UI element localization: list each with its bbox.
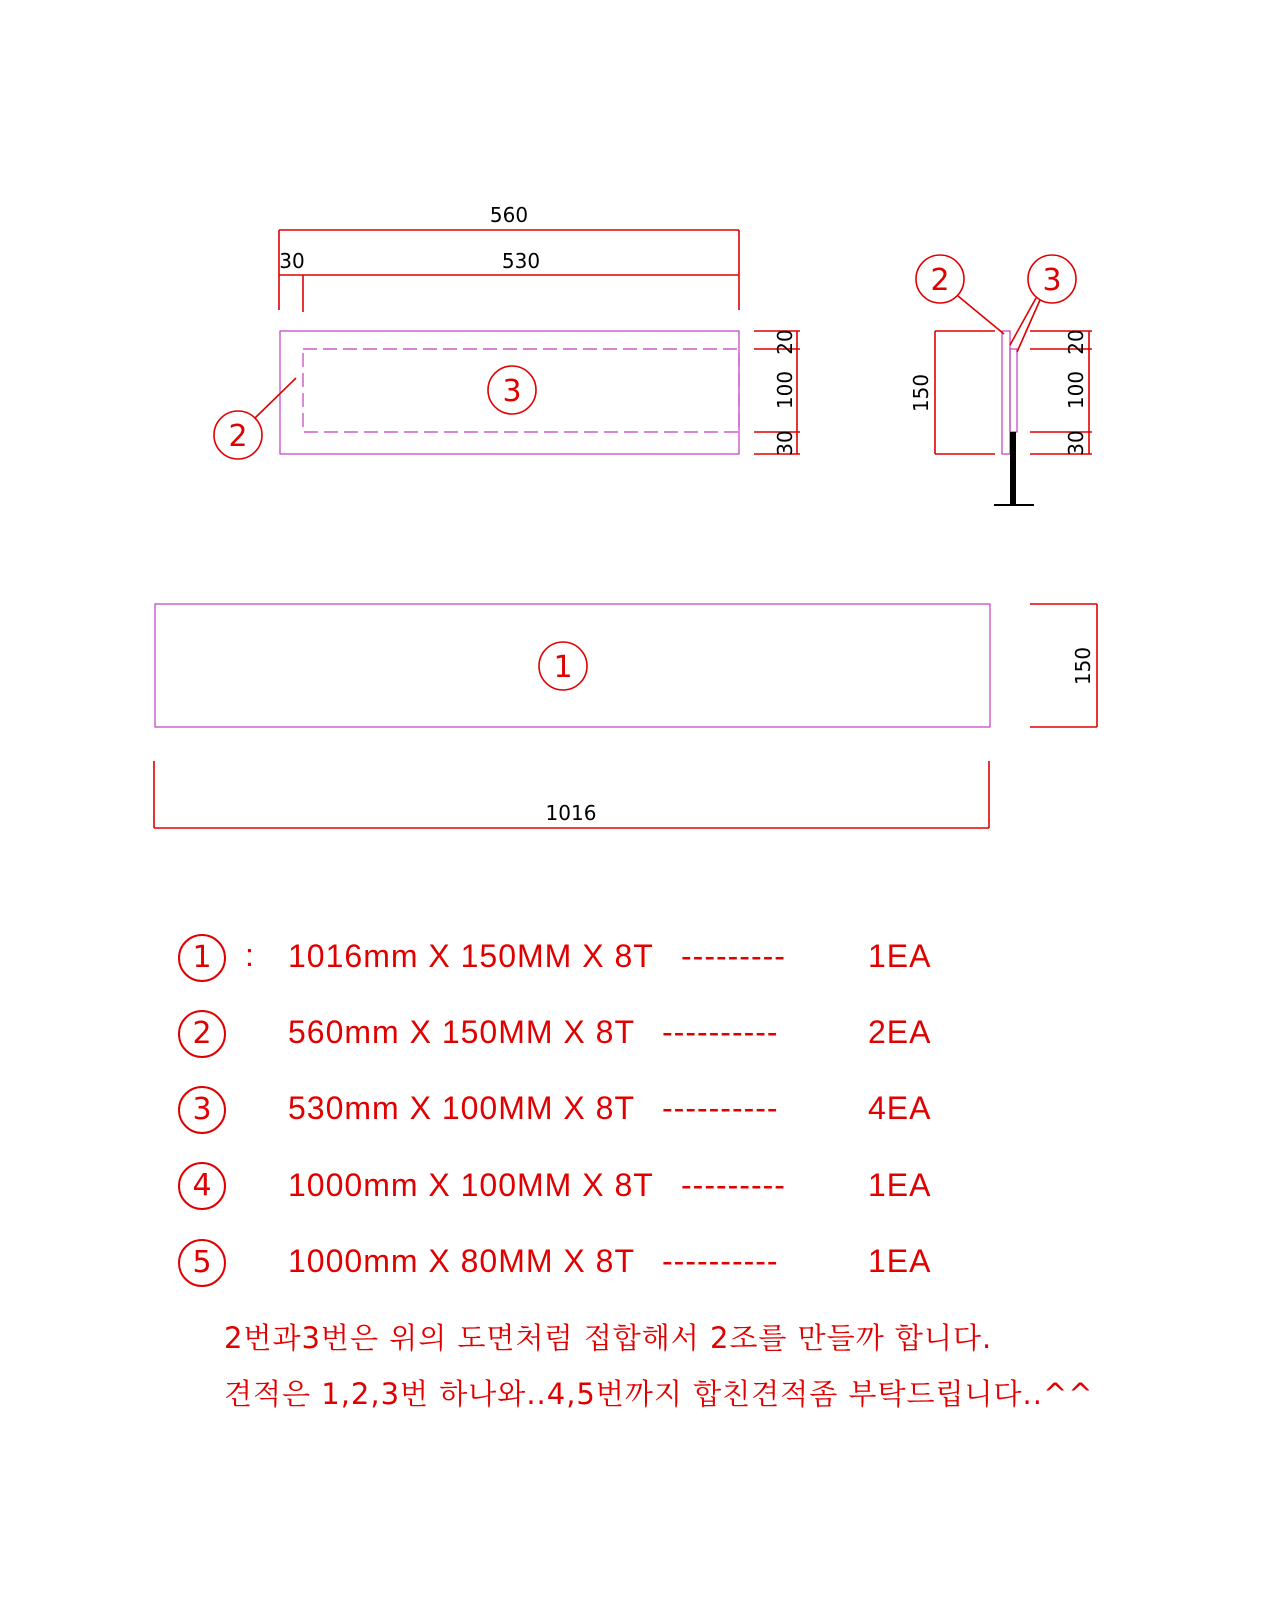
dim-30-right: 30 xyxy=(773,430,797,456)
part-1-colon: : xyxy=(245,937,255,973)
part-4-qty: 1EA xyxy=(868,1167,932,1203)
part-bubble-2: 2 xyxy=(178,1010,226,1058)
note-line-1: 2번과3번은 위의 도면처럼 접합해서 2조를 만들까 합니다. xyxy=(224,1321,993,1355)
part-4-spec: 1000mm X 100MM X 8T xyxy=(288,1167,654,1203)
part-bubble-4: 4 xyxy=(178,1162,226,1210)
part-2-spec: 560mm X 150MM X 8T xyxy=(288,1014,635,1050)
bubble-2-top: 2 xyxy=(228,419,248,454)
dim-30-side: 30 xyxy=(1064,430,1088,456)
bubble-1-base: 1 xyxy=(553,650,573,685)
part-2-qty: 2EA xyxy=(868,1014,932,1050)
dim-150-base: 150 xyxy=(1071,646,1095,686)
part-bubble-3: 3 xyxy=(178,1086,226,1134)
bubble-2-side: 2 xyxy=(930,263,950,298)
part-5-spec: 1000mm X 80MM X 8T xyxy=(288,1243,635,1279)
part-1-dashes: --------- xyxy=(681,938,786,974)
side-view xyxy=(909,255,1092,505)
dim-1016: 1016 xyxy=(545,801,597,825)
part-5-dashes: ---------- xyxy=(662,1243,779,1279)
dim-530: 530 xyxy=(501,249,541,273)
part-1-qty: 1EA xyxy=(868,938,932,974)
part-bubble-1: 1 xyxy=(178,934,226,982)
part-bubble-5: 5 xyxy=(178,1239,226,1287)
dim-30: 30 xyxy=(279,249,305,273)
top-view xyxy=(214,203,800,459)
dim-20-side: 20 xyxy=(1064,329,1088,355)
part-5-qty: 1EA xyxy=(868,1243,932,1279)
part-1-spec: 1016mm X 150MM X 8T xyxy=(288,938,654,974)
dim-560: 560 xyxy=(489,203,529,227)
side-plate-3 xyxy=(1010,349,1017,432)
dim-100-side: 100 xyxy=(1064,370,1088,410)
bubble-3-top: 3 xyxy=(502,374,522,409)
side-plate-2 xyxy=(1002,331,1010,454)
dim-20: 20 xyxy=(773,329,797,355)
part-2-dashes: ---------- xyxy=(662,1014,779,1050)
part-3-qty: 4EA xyxy=(868,1090,932,1126)
dim-100: 100 xyxy=(773,370,797,410)
part-3-spec: 530mm X 100MM X 8T xyxy=(288,1090,635,1126)
dim-150-side: 150 xyxy=(909,373,933,413)
base-view xyxy=(154,604,1097,828)
note-line-2: 견적은 1,2,3번 하나와..4,5번까지 합친견적좀 부탁드립니다..^^ xyxy=(224,1377,1094,1411)
part-4-dashes: --------- xyxy=(681,1167,786,1203)
part-3-dashes: ---------- xyxy=(662,1090,779,1126)
bubble-3-side: 3 xyxy=(1042,263,1062,298)
